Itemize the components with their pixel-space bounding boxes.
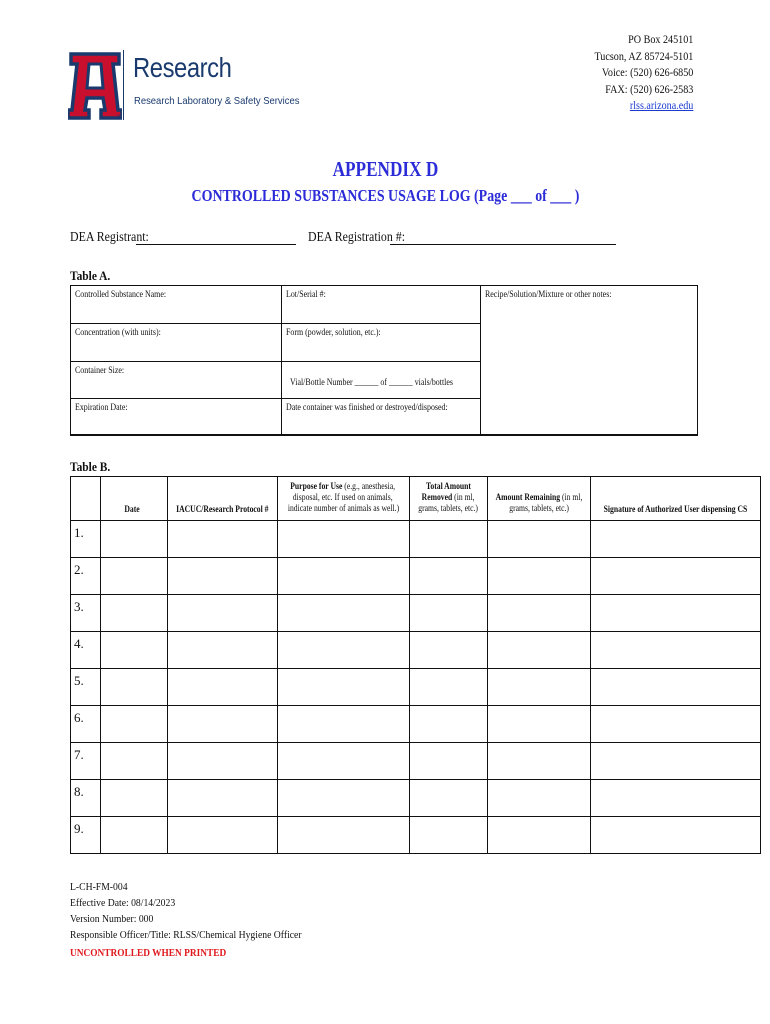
document-footer	[70, 879, 333, 943]
fax-number: FAX: (520) 626-2583	[604, 83, 693, 96]
voice-number: Voice: (520) 626-6850	[601, 67, 693, 79]
table-row	[71, 780, 761, 817]
dea-registrant-label: DEA Registrant:	[70, 229, 149, 244]
address-line-2: Tucson, AZ 85724-5101	[594, 50, 693, 63]
form-number: L-CH-FM-004	[70, 881, 128, 893]
university-a-logo	[68, 50, 122, 120]
date-cell[interactable]	[101, 706, 168, 743]
purpose-cell[interactable]	[277, 780, 409, 817]
date-finished-field[interactable]: Date container was finished or destroyed/disposed:	[282, 399, 481, 435]
signature-cell[interactable]	[590, 558, 760, 595]
row-number: 6.	[71, 706, 101, 743]
signature-cell[interactable]	[590, 780, 760, 817]
lot-serial-field[interactable]: Lot/Serial #:	[282, 286, 481, 324]
page-subtitle: CONTROLLED SUBSTANCES USAGE LOG (Page ___ of ___ )	[191, 186, 579, 205]
table-a	[70, 285, 698, 436]
purpose-cell[interactable]	[277, 558, 409, 595]
amount-remaining-cell[interactable]	[487, 706, 590, 743]
table-a-label: Table A.	[70, 268, 111, 283]
signature-cell[interactable]	[590, 595, 760, 632]
table-b	[70, 476, 761, 854]
date-cell[interactable]	[101, 780, 168, 817]
table-row	[71, 706, 761, 743]
table-row	[71, 817, 761, 854]
purpose-cell[interactable]	[277, 595, 409, 632]
protocol-cell[interactable]	[168, 743, 278, 780]
recipe-notes-field[interactable]: Recipe/Solution/Mixture or other notes:	[485, 289, 612, 299]
total-removed-cell[interactable]	[409, 743, 487, 780]
row-number-header	[71, 477, 101, 521]
purpose-cell[interactable]	[277, 669, 409, 706]
row-number: 4.	[71, 632, 101, 669]
row-number: 8.	[71, 780, 101, 817]
effective-date: Effective Date: 08/14/2023	[70, 897, 176, 909]
date-cell[interactable]	[101, 558, 168, 595]
table-b-header-row	[71, 477, 761, 521]
concentration-field[interactable]: Concentration (with units):	[71, 324, 282, 362]
protocol-cell[interactable]	[168, 521, 278, 558]
total-removed-cell[interactable]	[409, 817, 487, 854]
date-cell[interactable]	[101, 632, 168, 669]
row-number: 2.	[71, 558, 101, 595]
logo-wordmark: Research	[133, 52, 232, 83]
total-removed-cell[interactable]	[409, 632, 487, 669]
total-removed-cell[interactable]	[409, 780, 487, 817]
amount-remaining-cell[interactable]	[487, 817, 590, 854]
form-field[interactable]: Form (powder, solution, etc.):	[282, 324, 481, 362]
amount-remaining-cell[interactable]	[487, 632, 590, 669]
table-row	[71, 521, 761, 558]
protocol-cell[interactable]	[168, 595, 278, 632]
amount-remaining-cell[interactable]	[487, 558, 590, 595]
date-cell[interactable]	[101, 817, 168, 854]
purpose-cell[interactable]	[277, 632, 409, 669]
uncontrolled-notice: UNCONTROLLED WHEN PRINTED	[70, 947, 227, 959]
row-number: 1.	[71, 521, 101, 558]
logo-subtitle: Research Laboratory & Safety Services	[134, 95, 300, 107]
date-header: Date	[101, 477, 168, 521]
signature-header: Signature of Authorized User dispensing CS	[590, 477, 760, 521]
purpose-cell[interactable]	[277, 743, 409, 780]
signature-cell[interactable]	[590, 669, 760, 706]
version-number: Version Number: 000	[70, 913, 154, 925]
date-cell[interactable]	[101, 669, 168, 706]
total-removed-cell[interactable]	[409, 669, 487, 706]
vial-bottle-number-field[interactable]: Vial/Bottle Number ______ of ______ vials/bottles	[282, 362, 481, 399]
amount-remaining-cell[interactable]	[487, 669, 590, 706]
protocol-cell[interactable]	[168, 632, 278, 669]
table-row	[71, 595, 761, 632]
table-row	[71, 558, 761, 595]
row-number: 9.	[71, 817, 101, 854]
table-row	[71, 743, 761, 780]
address-line-1: PO Box 245101	[627, 34, 693, 46]
controlled-substance-name-field[interactable]: Controlled Substance Name:	[71, 286, 282, 324]
signature-cell[interactable]	[590, 706, 760, 743]
amount-remaining-cell[interactable]	[487, 780, 590, 817]
protocol-cell[interactable]	[168, 817, 278, 854]
amount-remaining-header: Amount Remaining (in ml, grams, tablets, etc.)	[487, 477, 590, 521]
logo-divider	[123, 50, 124, 120]
total-removed-cell[interactable]	[409, 558, 487, 595]
svg-text:®: ®	[117, 115, 122, 120]
row-number: 3.	[71, 595, 101, 632]
expiration-date-field[interactable]: Expiration Date:	[71, 399, 282, 435]
purpose-cell[interactable]	[277, 521, 409, 558]
signature-cell[interactable]	[590, 817, 760, 854]
protocol-cell[interactable]	[168, 669, 278, 706]
protocol-cell[interactable]	[168, 558, 278, 595]
total-removed-cell[interactable]	[409, 706, 487, 743]
dea-registrant-field[interactable]	[136, 244, 296, 245]
protocol-cell[interactable]	[168, 780, 278, 817]
total-removed-header: Total Amount Removed (in ml, grams, tablets, etc.)	[409, 477, 487, 521]
total-removed-cell[interactable]	[409, 595, 487, 632]
address-block	[581, 32, 693, 115]
purpose-cell[interactable]	[277, 817, 409, 854]
amount-remaining-cell[interactable]	[487, 595, 590, 632]
protocol-header: IACUC/Research Protocol #	[168, 477, 278, 521]
website-link[interactable]: rlss.arizona.edu	[629, 100, 693, 112]
page-title: APPENDIX D	[332, 157, 438, 181]
date-cell[interactable]	[101, 521, 168, 558]
protocol-cell[interactable]	[168, 706, 278, 743]
table-b-label: Table B.	[70, 459, 111, 474]
dea-registration-label: DEA Registration #:	[308, 229, 406, 244]
purpose-cell[interactable]	[277, 706, 409, 743]
responsible-officer: Responsible Officer/Title: RLSS/Chemical Hygiene Officer	[70, 929, 302, 941]
signature-cell[interactable]	[590, 521, 760, 558]
table-row	[71, 669, 761, 706]
amount-remaining-cell[interactable]	[487, 743, 590, 780]
row-number: 5.	[71, 669, 101, 706]
amount-remaining-cell[interactable]	[487, 521, 590, 558]
container-size-field[interactable]: Container Size:	[71, 362, 282, 399]
signature-cell[interactable]	[590, 743, 760, 780]
row-number: 7.	[71, 743, 101, 780]
date-cell[interactable]	[101, 743, 168, 780]
signature-cell[interactable]	[590, 632, 760, 669]
total-removed-cell[interactable]	[409, 521, 487, 558]
date-cell[interactable]	[101, 595, 168, 632]
purpose-header: Purpose for Use (e.g., anesthesia, disposal, etc. If used on animals, indicate number of animals as well.)	[277, 477, 409, 521]
table-row	[71, 632, 761, 669]
dea-registration-field[interactable]	[390, 244, 616, 245]
